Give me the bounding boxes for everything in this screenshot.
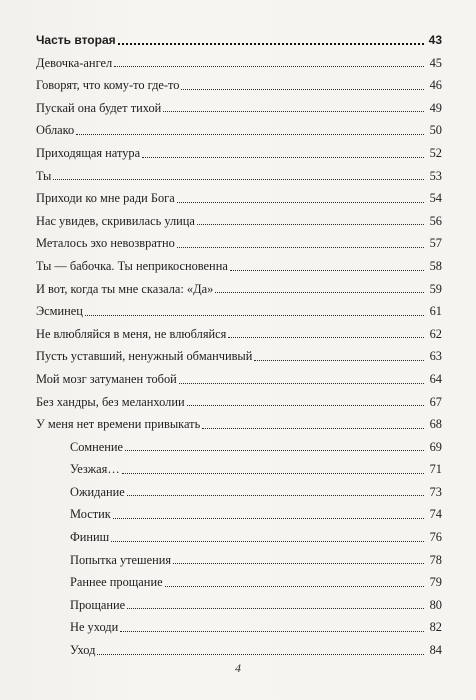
toc-section-heading bbox=[36, 31, 442, 54]
toc-entry bbox=[36, 257, 442, 280]
toc-entry-title: И вот, когда ты мне сказала: «Да» bbox=[36, 281, 214, 296]
toc-entry-title: Пусть уставший, ненужный обманчивый bbox=[36, 349, 253, 364]
toc-entry-page: 52 bbox=[429, 145, 442, 160]
dot-leader bbox=[76, 133, 424, 135]
toc-entry-page: 68 bbox=[429, 417, 442, 432]
toc-entry-title: Раннее прощание bbox=[70, 575, 163, 590]
toc-entry-page: 64 bbox=[429, 371, 442, 386]
toc-entry bbox=[36, 438, 442, 461]
toc-entry-title: Нас увидев, скривилась улица bbox=[36, 213, 195, 228]
toc-entry-title: Финиш bbox=[70, 530, 110, 545]
toc-entry-title: Приходи ко мне ради Бога bbox=[36, 191, 175, 206]
toc-entry-page: 69 bbox=[429, 439, 442, 454]
toc-entry bbox=[36, 99, 442, 122]
dot-leader bbox=[165, 585, 424, 587]
toc-entry-page: 67 bbox=[429, 394, 442, 409]
toc-entry bbox=[36, 144, 442, 167]
toc-entry-page: 61 bbox=[429, 304, 442, 319]
toc-entry bbox=[36, 551, 442, 574]
toc-entry-page: 57 bbox=[429, 236, 442, 251]
toc-entry-title: Пускай она будет тихой bbox=[36, 100, 162, 115]
toc-entry bbox=[36, 393, 442, 416]
toc-entry-title: Не влюбляйся в меня, не влюбляйся bbox=[36, 326, 227, 341]
toc-entry bbox=[36, 54, 442, 77]
dot-leader bbox=[118, 42, 424, 45]
toc-entry bbox=[36, 528, 442, 551]
toc-entry-title: Без хандры, без меланхолии bbox=[36, 394, 185, 409]
dot-leader bbox=[120, 630, 424, 632]
toc-entry-page: 78 bbox=[429, 552, 442, 567]
toc-section-page: 43 bbox=[428, 33, 442, 47]
toc-entry-page: 54 bbox=[429, 191, 442, 206]
toc-entry bbox=[36, 76, 442, 99]
dot-leader bbox=[127, 607, 424, 609]
toc-entry bbox=[36, 167, 442, 190]
toc-entry-page: 59 bbox=[429, 281, 442, 296]
toc-entry-title: Не уходи bbox=[70, 620, 119, 635]
toc-entry-title: Мой мозг затуманен тобой bbox=[36, 371, 177, 386]
toc-entry-title: Ты bbox=[36, 168, 52, 183]
toc-entry-page: 74 bbox=[429, 507, 442, 522]
dot-leader bbox=[111, 540, 424, 542]
toc-entry-title: Приходящая натура bbox=[36, 145, 141, 160]
toc-entry bbox=[36, 460, 442, 483]
toc-entry-page: 73 bbox=[429, 484, 442, 499]
toc-entry bbox=[36, 370, 442, 393]
dot-leader bbox=[202, 427, 424, 429]
dot-leader bbox=[163, 110, 424, 112]
dot-leader bbox=[228, 336, 424, 338]
toc-entry-page: 46 bbox=[429, 78, 442, 93]
toc-entry bbox=[36, 325, 442, 348]
dot-leader bbox=[113, 517, 424, 519]
dot-leader bbox=[230, 269, 424, 271]
dot-leader bbox=[254, 359, 424, 361]
dot-leader bbox=[177, 246, 424, 248]
toc-entry bbox=[36, 302, 442, 325]
dot-leader bbox=[197, 223, 424, 225]
toc-entry-page: 53 bbox=[429, 168, 442, 183]
toc-entry bbox=[36, 415, 442, 438]
toc-entry-title: Металось эхо невозвратно bbox=[36, 236, 175, 251]
toc-entry-title: Попытка утешения bbox=[70, 552, 172, 567]
toc-entry-title: Ожидание bbox=[70, 484, 125, 499]
toc-entry-title: Уход bbox=[70, 643, 96, 658]
toc-entry bbox=[36, 280, 442, 303]
toc-entry-title: У меня нет времени привыкать bbox=[36, 417, 201, 432]
toc-entry bbox=[36, 483, 442, 506]
toc-entry-page: 63 bbox=[429, 349, 442, 364]
dot-leader bbox=[181, 88, 424, 90]
toc-entry-page: 56 bbox=[429, 213, 442, 228]
toc-entry-page: 80 bbox=[429, 597, 442, 612]
dot-leader bbox=[85, 314, 424, 316]
toc-entry bbox=[36, 596, 442, 619]
toc-entry-page: 50 bbox=[429, 123, 442, 138]
toc-entry-page: 45 bbox=[429, 55, 442, 70]
dot-leader bbox=[53, 178, 424, 180]
toc-entry-page: 84 bbox=[429, 643, 442, 658]
toc-entry bbox=[36, 121, 442, 144]
toc-entry bbox=[36, 212, 442, 235]
toc-entry-page: 49 bbox=[429, 100, 442, 115]
toc-entry bbox=[36, 234, 442, 257]
dot-leader bbox=[114, 65, 424, 67]
toc-entry bbox=[36, 347, 442, 370]
toc-entry-page: 62 bbox=[429, 326, 442, 341]
toc-entry-page: 58 bbox=[429, 258, 442, 273]
dot-leader bbox=[97, 653, 424, 655]
toc-entry-page: 76 bbox=[429, 530, 442, 545]
dot-leader bbox=[173, 562, 424, 564]
toc-section-title: Часть вторая bbox=[36, 33, 116, 47]
toc-entry bbox=[36, 505, 442, 528]
toc-entry-page: 82 bbox=[429, 620, 442, 635]
dot-leader bbox=[142, 156, 424, 158]
toc-entry-page: 71 bbox=[429, 462, 442, 477]
toc-entry-page: 79 bbox=[429, 575, 442, 590]
toc-entry-title: Прощание bbox=[70, 597, 126, 612]
toc-entry bbox=[36, 618, 442, 641]
toc-entry bbox=[36, 189, 442, 212]
toc-entry-title: Мостик bbox=[70, 507, 111, 522]
dot-leader bbox=[179, 382, 424, 384]
page-number: 4 bbox=[235, 661, 241, 675]
toc-entry-title: Говорят, что кому-то где-то bbox=[36, 78, 180, 93]
toc-entry-title: Эсминец bbox=[36, 304, 83, 319]
dot-leader bbox=[122, 472, 424, 474]
dot-leader bbox=[127, 494, 424, 496]
toc-entry-title: Сомнение bbox=[70, 439, 123, 454]
dot-leader bbox=[215, 291, 424, 293]
dot-leader bbox=[187, 404, 424, 406]
toc-entry-title: Девочка-ангел bbox=[36, 55, 113, 70]
table-of-contents bbox=[36, 31, 442, 664]
dot-leader bbox=[177, 201, 424, 203]
toc-entry-title: Ты — бабочка. Ты неприкосновенна bbox=[36, 258, 228, 273]
toc-entry-title: Облако bbox=[36, 123, 75, 138]
toc-entry bbox=[36, 573, 442, 596]
toc-entry-title: Уезжая… bbox=[70, 462, 120, 477]
dot-leader bbox=[125, 449, 424, 451]
